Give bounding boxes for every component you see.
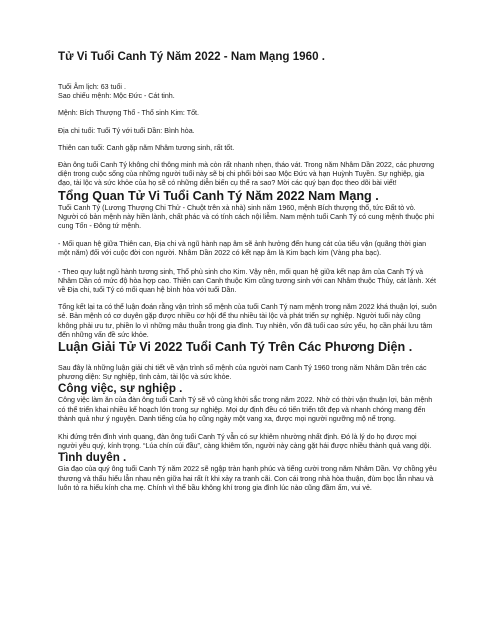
dia-chi-line: Địa chi tuổi: Tuổi Tý với tuổi Dần: Bình hòa. <box>58 126 195 135</box>
overview-paragraph-2: - Mối quan hệ giữa Thiên can, Địa chi và ngũ hành nạp âm sẽ ảnh hưởng đến hung cát của tiểu vận (quãng thời gian một năm) đối với cuộc đời con người. Nhâm Dần 2022 có kết nạp âm là Kim bạch kim (Vàng pha bạc). <box>58 240 427 258</box>
love-paragraph-1: Gia đạo của quý ông tuổi Canh Tý năm 2022 sẽ ngập tràn hạnh phúc và tiếng cười trong năm Nhâm Dần. Vợ chồng yêu thương và thấu hiểu lẫn nhau nên giữa hai rất ít khi xảy ra tranh cãi. Con cái trong nhà hòa thuận, đùm bọc lẫn nhau và luôn tỏ ra hiếu kính cha mẹ. Chính vì thế bầu không khí trong gia đình lúc nào cũng đầm ấm, vui vẻ. <box>58 465 437 492</box>
menh-line: Mệnh: Bích Thượng Thổ - Thổ sinh Kim: Tốt. <box>58 109 199 118</box>
details-heading: Luận Giải Tử Vi 2022 Tuổi Canh Tý Trên Các Phương Diện . <box>58 340 413 355</box>
love-heading: Tình duyên . <box>58 451 127 465</box>
overview-paragraph-1: Tuổi Canh Tý (Lương Thượng Chi Thử - Chuột trên xà nhà) sinh năm 1960, mệnh Bích thượng thổ, tức Đất tò vò. Người có bản mệnh này hiền lành, chất phác và có tính cách nội liễm. Nam mệnh tuổi Canh Tý có cung mệnh thuộc phi cung Tốn - Đông tứ mệnh. <box>58 203 434 231</box>
details-paragraph-1: Sau đây là những luận giải chi tiết về vận trình số mệnh của người nam Canh Tý 1960 trong năm Nhâm Dần trên các phương diện: Sự nghiệp, tình cảm, tài lộc và sức khỏe. <box>58 364 427 382</box>
career-paragraph-2: Khi đứng trên đỉnh vinh quang, đàn ông tuổi Canh Tý vẫn có sự khiêm nhường nhất định. Đó là lý do họ được mọi người yêu quý, kính trọng. “Lúa chín cúi đầu”, càng khiêm tốn, người này càng gặt hái được nhiều thành quả vang dội. <box>58 433 432 451</box>
career-paragraph-1: Công việc làm ăn của đàn ông tuổi Canh Tý sẽ vô cùng khởi sắc trong năm 2022. Nhờ có thời vận thuận lợi, bản mệnh có thể triển khai nhiều kế hoạch lớn trong sự nghiệp. Mọi dự định đều có tiến triển tốt đẹp và nhanh chóng mang đến thành quả như ý nguyện. Danh tiếng của họ cũng ngày một vang xa, được mọi người ngưỡng mộ nể trọng. <box>58 396 433 423</box>
overview-paragraph-3: - Theo quy luật ngũ hành tương sinh, Thổ phù sinh cho Kim. Vậy nên, mối quan hệ giữa kết nạp âm của Canh Tý và Nhâm Dần có mức độ hòa hợp cao. Thiên can Canh thuộc Kim cũng tương sinh với can Nhâm thuộc Thủy, cát lành. Xét về Địa chi, tuổi Tý có mối quan hệ bình hòa với tuổi Dần. <box>58 267 436 295</box>
overview-paragraph-4: Tổng kết lại ta có thể luận đoán rằng vận trình số mệnh của tuổi Canh Tý nam mệnh trong năm 2022 khá thuận lợi, suôn sẻ. Bản mệnh có cơ duyên gặp được nhiều cơ hội để thu nhiều tài lộc và phát triển sự nghiệp. Người tuổi này cũng không phải ưu tư, phiền lo vì những mâu thuẫn trong gia đình. Tuy nhiên, vốn đã tuổi cao sức yếu, họ cần phải lưu tâm đến những vấn đề sức khỏe. <box>58 303 437 339</box>
age-line: Tuổi Âm lịch: 63 tuổi . <box>58 83 126 91</box>
intro-paragraph: Đàn ông tuổi Canh Tý không chỉ thông minh mà còn rất nhanh nhẹn, tháo vát. Trong năm Nhâm Dần 2022, các phương diện trong cuộc sống của những người tuổi này sẽ bị chi phối bởi sao Mộc Đức và hạn Huỳnh Tuyền. Sự nghiệp, gia đạo, tài lộc và sức khỏe của họ sẽ có những diễn biến cụ thể ra sao? Mời các quý bạn đọc theo dõi bài viết! <box>58 161 435 188</box>
page-title: Tử Vi Tuổi Canh Tý Năm 2022 - Nam Mạng 1960 . <box>58 50 325 63</box>
stars-line: Sao chiếu mệnh: Mộc Đức - Cát tinh. <box>58 92 175 101</box>
career-heading: Công việc, sự nghiệp . <box>58 382 183 396</box>
thien-can-line: Thiên can tuổi: Canh gặp năm Nhâm tương sinh, rất tốt. <box>58 143 235 152</box>
overview-heading: Tổng Quan Tử Vi Tuổi Canh Tý Năm 2022 Nam Mạng . <box>58 188 379 203</box>
